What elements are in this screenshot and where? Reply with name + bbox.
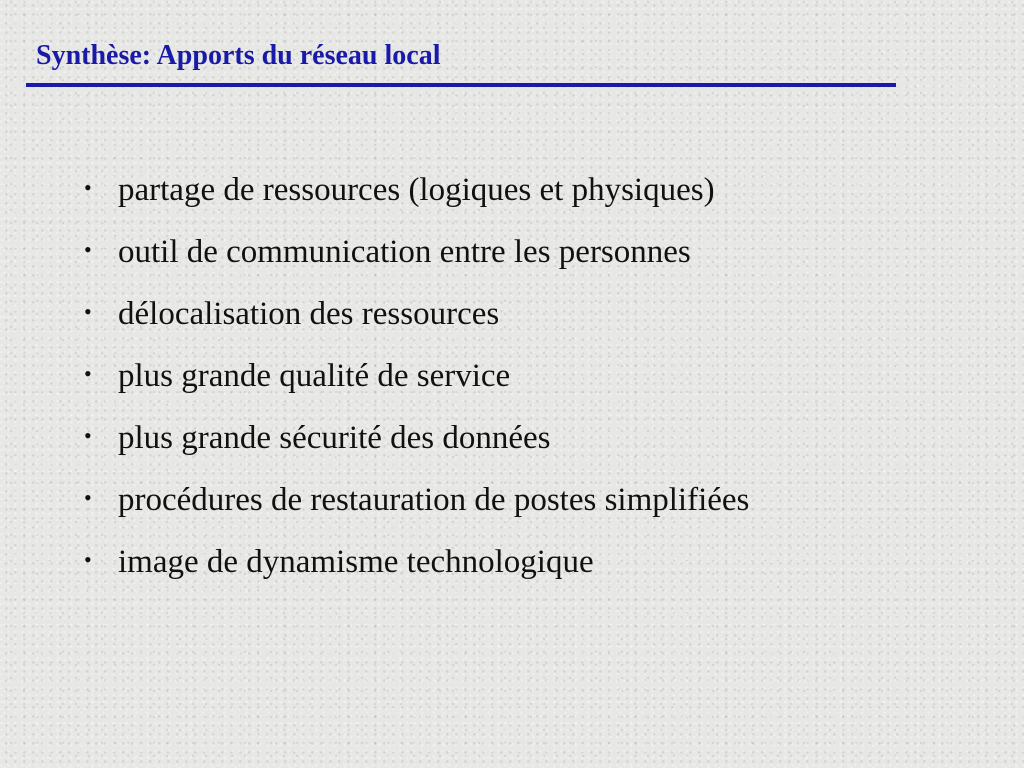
- list-item: [84, 476, 749, 538]
- list-item-text: procédures de restauration de postes simplifiées: [118, 482, 750, 518]
- list-item-text: plus grande qualité de service: [118, 358, 511, 394]
- list-item: [84, 228, 749, 290]
- bullet-icon: •: [84, 361, 92, 386]
- list-item-text: outil de communication entre les personnes: [118, 234, 691, 270]
- title-underline: [26, 83, 896, 87]
- bullet-icon: •: [84, 485, 92, 510]
- list-item: [84, 414, 749, 476]
- list-item: [84, 166, 749, 228]
- bullet-icon: •: [84, 175, 92, 200]
- list-item: [84, 538, 749, 600]
- list-item-text: image de dynamisme technologique: [118, 544, 594, 580]
- bullet-icon: •: [84, 237, 92, 262]
- list-item-text: plus grande sécurité des données: [118, 420, 551, 456]
- list-item: [84, 290, 749, 352]
- bullet-list: [84, 166, 749, 600]
- bullet-icon: •: [84, 299, 92, 324]
- bullet-icon: •: [84, 423, 92, 448]
- list-item: [84, 352, 749, 414]
- bullet-icon: •: [84, 547, 92, 572]
- list-item-text: délocalisation des ressources: [118, 296, 500, 332]
- list-item-text: partage de ressources (logiques et physiques): [118, 172, 715, 208]
- slide-title: Synthèse: Apports du réseau local: [36, 40, 441, 71]
